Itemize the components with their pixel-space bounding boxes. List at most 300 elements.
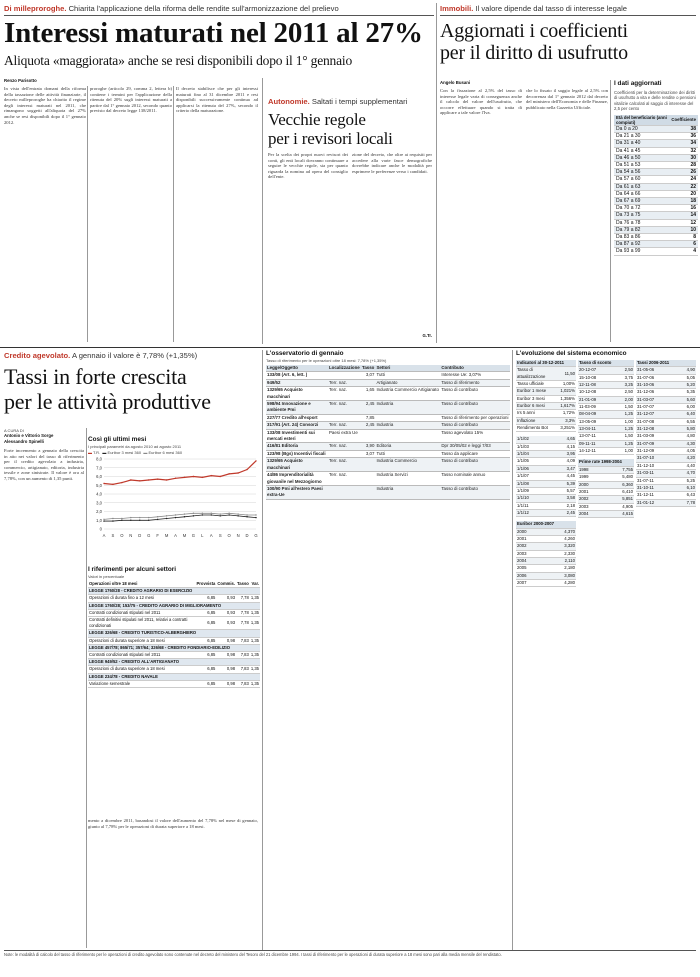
oss-law: 1329/65 Acquisto macchinari (266, 458, 328, 472)
tassi-row (636, 426, 696, 433)
sconto-row (578, 411, 634, 418)
euribor-row-label: 2006 (516, 572, 545, 579)
settori-value: 1,35 (250, 680, 259, 686)
indicator-row-value: 11,50 (559, 367, 576, 381)
oss-sector: Tutti (375, 372, 440, 379)
oss-header: Legge/Oggetto (266, 365, 328, 372)
usufrutto-row (614, 190, 698, 197)
oss-note: Tasso di contributo (440, 387, 510, 401)
credito-col2: mento a dicembre 2011, basandosi il valore dell'aumento del 7,78% nel mese di gennaio, giunto al 7,78% per le operazioni di durata superiore a 18 mesi. (88, 818, 258, 829)
oss-note: Tasso nominale annuo (440, 472, 510, 486)
sconto-header: Tasso di sconto (578, 360, 634, 367)
series-point (157, 519, 158, 520)
credito-col1: Forte incremento a gennaio della crescita in atto nei valori del tasso di riferimento per il credito agevolato a industria, commercio, artigianato, editoria, industria tessile e zone sinistrate. Il valore è ora al 7,78%, con un aumento di 1,35 punti. (4, 448, 84, 481)
oss-note: Tasso agevolato 15% (440, 429, 510, 443)
oss-loc: Terr. naz. (328, 472, 361, 486)
attualizzazione-row-label: 1/1/12 (516, 509, 550, 516)
oss-law: 1329/65 Acquisto macchinari (266, 387, 328, 401)
series-point (202, 477, 203, 478)
tassi-row-value: 5,80 (675, 426, 696, 433)
tassi-row-label: 31-12-11 (636, 492, 675, 499)
sconto-row-label: 09-11-11 (578, 440, 614, 447)
oss-sector (375, 414, 440, 421)
primerate-row-value: 4,905 (605, 503, 634, 510)
oss-note: Tasso di riferimento (440, 379, 510, 386)
series-point (228, 514, 229, 515)
oss-loc (328, 450, 361, 457)
usufrutto-coef: 22 (669, 183, 698, 190)
oss-row (266, 401, 510, 415)
settori-value: 6,85 (196, 637, 217, 644)
col-coef-header: Coefficiente (669, 115, 698, 126)
oss-law: 317/91 (Art. 24) Consorzi (266, 422, 328, 429)
usufrutto-box-intro: Coefficienti per la determinazione dei diritti di usufrutto a vita e delle rendite o pensioni vitalizie calcolati al saggio di interesse del 2,5 per cento (614, 90, 696, 112)
settori-value: 6,85 (196, 617, 217, 630)
oss-row (266, 422, 510, 429)
tassi-row-label: 31-07-11 (636, 477, 675, 484)
settori-value: 1,35 (250, 652, 259, 658)
usufrutto-coef: 24 (669, 176, 698, 183)
usufrutto-coef: 28 (669, 162, 698, 169)
euribor-row-value: 3,080 (545, 572, 577, 579)
sconto-row-value: 1,00 (614, 448, 634, 455)
settori-law-row (88, 673, 260, 680)
attualizzazione-row-label: 1/1/02 (516, 436, 550, 443)
indicator-row-label: Euribor 6 mesi (516, 403, 559, 410)
tassi-row-value: 5,60 (675, 396, 696, 403)
indicator-row (516, 367, 576, 381)
tassi-row (636, 440, 696, 447)
settori-value: 6,85 (196, 652, 217, 659)
settori-value: 6,85 (196, 595, 217, 602)
settori-value: 6,85 (196, 680, 217, 687)
usufrutto-row (614, 147, 698, 154)
settori-operation: Contratti definitivi stipulati nel 2011, relativi a contratti condizionati (88, 617, 196, 630)
series-point (148, 517, 149, 518)
y-tick-label: 2,0 (96, 509, 102, 514)
series-point (157, 478, 158, 479)
oss-rate: 7,85 (361, 414, 375, 421)
attualizzazione-row-label: 1/1/07 (516, 473, 550, 480)
series-point (130, 479, 131, 480)
sconto-row-label: 12-11-08 (578, 382, 614, 389)
usufrutto-box-title: I dati aggiornati (614, 80, 662, 87)
sconto-table (578, 360, 634, 455)
tassi-table (636, 360, 696, 507)
y-tick-label: 0 (99, 526, 102, 532)
settori-value: 7,78 (236, 595, 250, 602)
oss-law: 416/81 Editoria (266, 443, 328, 450)
indicator-row-value: 1,356% (560, 395, 575, 401)
series-point (220, 476, 221, 477)
oss-row (266, 387, 510, 401)
series-point (166, 518, 167, 519)
euribor-row (516, 565, 576, 572)
settori-value: 6,85 (196, 666, 217, 673)
sconto-row-value: 2,50 (614, 389, 634, 396)
oss-loc: Terr. naz. (328, 422, 361, 429)
euribor-header: Euribor 2000-2007 (516, 521, 576, 528)
indicator-row (516, 395, 576, 402)
series-point (255, 514, 256, 515)
indicator-row-value: 1,021% (560, 388, 575, 394)
euribor-row (516, 550, 576, 557)
tassi-row-label: 31-07-07 (636, 404, 675, 411)
primerate-row (578, 474, 634, 481)
osservatorio-table (266, 365, 510, 500)
series-point (121, 482, 122, 483)
attualizzazione-row (516, 443, 576, 450)
attualizzazione-row-value: 3,47 (550, 465, 576, 472)
autonomie-col1: Per la scelta dei propri nuovi revisori dei conti, gli enti locali dovranno continuare a seguire le vecchie regole, sia per quanto riguarda la nomina ad opera del consiglio dell'ente. (268, 152, 348, 180)
euribor-row (516, 572, 576, 579)
tassi-row-value: 4,90 (675, 367, 696, 374)
usufrutto-coef: 8 (669, 234, 698, 241)
settori-value: 7,83 (236, 637, 250, 644)
tassi-row (636, 470, 696, 477)
chart-title: Così gli ultimi mesi (88, 436, 147, 443)
attualizzazione-row (516, 480, 576, 487)
settori-law: LEGGE 1760/28; 153/75 - CREDITO AGRARIO DI MIGLIORAMENTO (88, 602, 260, 609)
oss-law: 44/86 Imprenditorialità giovanile nel Mezzogiorno (266, 472, 328, 486)
oss-row (266, 472, 510, 486)
usufrutto-coef: 32 (669, 147, 698, 154)
series-point (103, 483, 104, 484)
oss-note: Tasso di riferimento per operazioni (441, 414, 509, 420)
settori-value: 7,78 (236, 609, 250, 616)
primerate-row-label: 2004 (578, 510, 605, 517)
sconto-row (578, 374, 634, 381)
oss-rate (361, 458, 375, 472)
attualizzazione-row-label: 1/1/04 (516, 451, 550, 458)
settori-law-row (88, 630, 260, 637)
sconto-row-value: 2,50 (614, 367, 634, 374)
settori-subtitle: Valori in percentuale (88, 574, 125, 579)
x-tick-label: G (191, 533, 196, 538)
sistema-box (516, 350, 698, 950)
oss-sector: Industria (375, 485, 440, 499)
euribor-table (516, 521, 576, 587)
indicator-row-label: Tasso di attualizzazione (516, 367, 559, 381)
attualizzazione-row-value: 4,15 (550, 443, 576, 450)
oss-row (266, 485, 510, 499)
oss-row (266, 458, 510, 472)
attualizzazione-row-value: 2,18 (550, 502, 576, 509)
osservatorio-title: L'osservatorio di gennaio (266, 350, 344, 357)
sconto-row-value: 1,25 (614, 426, 634, 433)
tassi-row (636, 433, 696, 440)
usufrutto-age: Da 0 a 20 (614, 126, 669, 133)
attualizzazione-row (516, 502, 576, 509)
attualizzazione-row-label: 1/1/03 (516, 443, 550, 450)
usufrutto-row (614, 176, 698, 183)
series-point (202, 513, 203, 514)
y-tick-label: 6,0 (96, 474, 102, 479)
usufrutto-age: Da 61 a 63 (614, 183, 669, 190)
settori-law: LEGGE 326/68 - CREDITO TURISTICO-ALBERGHIERO (88, 630, 260, 637)
sconto-row-label: 20-12-07 (578, 367, 614, 374)
attualizzazione-row-value: 2,45 (550, 509, 576, 516)
oss-note: Tasso di contributo (440, 485, 510, 499)
tassi-row-label: 31-10-06 (636, 382, 675, 389)
settori-value: 7,83 (236, 666, 250, 673)
tassi-row-value: 6,55 (675, 418, 696, 425)
settori-law-row (88, 644, 260, 651)
settori-header: Var. (251, 581, 259, 586)
euribor-row-value: 2,180 (545, 565, 577, 572)
oss-law: 100/90 Pmi all'estero Paesi extra-Ue (266, 485, 328, 499)
attualizzazione-table (516, 436, 576, 517)
settori-law-row (88, 659, 260, 666)
settori-operation: Contratti condizionati stipulati nel 2011 (88, 609, 196, 616)
usufrutto-row (614, 154, 698, 161)
series-point (184, 477, 185, 478)
usufrutto-row (614, 219, 698, 226)
oss-sector: Editoria (375, 443, 440, 450)
x-tick-label: L (201, 533, 204, 538)
attualizzazione-row-value: 3,95 (550, 451, 576, 458)
x-tick-label: A (102, 533, 106, 538)
settori-law-row (88, 588, 260, 595)
oss-rate: 2,45 (361, 401, 375, 415)
attualizzazione-row-value: 5,39 (550, 480, 576, 487)
primerate-row-label: 2000 (578, 481, 605, 488)
usufrutto-row (614, 248, 698, 255)
attualizzazione-row (516, 487, 576, 494)
euribor-row (516, 557, 576, 564)
oss-rate (361, 472, 375, 486)
attualizzazione-row (516, 509, 576, 516)
sistema-title: L'evoluzione del sistema economico (516, 350, 627, 357)
tassi-row-label: 31-05-06 (636, 367, 675, 374)
settori-row (88, 595, 260, 602)
primerate-row-label: 1999 (578, 474, 605, 481)
usufrutto-row (614, 169, 698, 176)
tassi-header: Tassi 2006-2011 (636, 360, 696, 367)
y-tick-label: 3,0 (96, 500, 102, 506)
usufrutto-age: Da 51 a 53 (614, 162, 669, 169)
sconto-row (578, 418, 634, 425)
series-point (139, 520, 140, 521)
x-tick-label: O (227, 533, 231, 538)
oss-header: Localizzazione (329, 365, 360, 370)
tassi-row-value: 4,20 (675, 455, 696, 462)
usufrutto-row (614, 133, 698, 140)
primerate-row (578, 503, 634, 510)
attualizzazione-row-label: 1/1/10 (516, 495, 550, 502)
series-line-3 (104, 513, 256, 519)
x-tick-label: F (156, 533, 159, 538)
primerate-row (578, 510, 634, 517)
settori-value: 1,35 (250, 666, 259, 672)
usufrutto-coef: 30 (669, 154, 698, 161)
sconto-row (578, 382, 634, 389)
tassi-row-label: 31-12-08 (636, 426, 675, 433)
oss-sector: Industria Commercio (375, 458, 440, 472)
usufrutto-coef: 16 (669, 205, 698, 212)
primerate-row-label: 2002 (578, 496, 605, 503)
series-point (175, 478, 176, 479)
sconto-row-value: 1,50 (614, 433, 634, 440)
series-point (220, 515, 221, 516)
oss-rate: 1,65 (361, 387, 375, 401)
settori-row (88, 652, 260, 659)
usufrutto-coef: 38 (669, 126, 698, 133)
oss-sector: Industria (375, 401, 440, 415)
oss-row (266, 379, 510, 386)
series-point (228, 513, 229, 514)
attualizzazione-row-value: 3,58 (550, 495, 576, 502)
tassi-row (636, 499, 696, 506)
top-subhead: Aliquota «maggiorata» anche se resi disponibili dopo il 1° gennaio (4, 53, 352, 68)
primerate-row-value: 7,755 (605, 466, 634, 473)
tassi-row (636, 411, 696, 418)
osservatorio-box (266, 350, 510, 948)
y-tick-label: 7,0 (96, 465, 102, 471)
sconto-row (578, 433, 634, 440)
usufrutto-coef: 36 (669, 133, 698, 140)
euribor-row (516, 579, 576, 586)
euribor-row-label: 2005 (516, 565, 545, 572)
settori-row (88, 666, 260, 673)
settori-row (88, 680, 260, 687)
tassi-row-label: 31-12-10 (636, 462, 675, 469)
usufrutto-row (614, 198, 698, 205)
oss-note: Tasso di contributo (440, 422, 510, 429)
oss-loc: Terr. naz. (328, 401, 361, 415)
usufrutto-row (614, 126, 698, 133)
attualizzazione-row (516, 465, 576, 472)
tassi-row-value: 4,40 (675, 462, 696, 469)
series-point (157, 516, 158, 517)
settori-value: 0,98 (216, 652, 236, 659)
oss-sector: Industria (375, 422, 440, 429)
series-point (193, 513, 194, 514)
tassi-row (636, 367, 696, 374)
oss-rate (361, 429, 375, 443)
col-age-header: Età del beneficiario (anni compiuti) (614, 115, 669, 126)
chart-legend: ▬ T.R. ▬ Euribor 3 mesi 360 ▬ Euribor 6 mesi 360 (88, 450, 183, 455)
oss-header: Tasso (361, 365, 375, 370)
euribor-row-label: 2001 (516, 535, 545, 542)
series-point (112, 520, 113, 521)
oss-header: Settori (375, 365, 440, 372)
settori-value: 6,85 (196, 609, 217, 616)
euribor-row (516, 528, 576, 535)
sconto-row-value: 1,25 (614, 440, 634, 447)
y-tick-label: 1,0 (96, 517, 102, 523)
indicator-row-value: 1,617% (560, 403, 575, 409)
primerate-row (578, 488, 634, 495)
series-point (112, 518, 113, 519)
settori-law: LEGGE 1760/28 - CREDITO AGRARIO DI ESERCIZIO (88, 588, 260, 595)
tassi-row-value: 4,80 (675, 433, 696, 440)
x-tick-label: N (129, 533, 133, 538)
oss-sector: Artigianato (375, 379, 440, 386)
usufrutto-table (614, 115, 698, 256)
tassi-row-value: 6,00 (675, 404, 696, 411)
usufrutto-age: Da 41 a 45 (614, 147, 669, 154)
tassi-row-label: 31-10-11 (636, 484, 675, 491)
oss-rate: 3,07 (361, 372, 375, 379)
sconto-row (578, 396, 634, 403)
tassi-row-label: 31-03-09 (636, 433, 675, 440)
oss-law: 227/77 Credito all'export (266, 414, 328, 421)
indicator-row (516, 388, 576, 395)
tassi-row-label: 31-12-07 (636, 411, 675, 418)
x-tick-label: S (218, 533, 222, 538)
attualizzazione-row (516, 451, 576, 458)
sconto-row-value: 1,00 (614, 418, 634, 425)
sconto-row-label: 21-01-09 (578, 396, 614, 403)
usufrutto-age: Da 73 a 75 (614, 212, 669, 219)
tassi-row-label: 31-12-06 (636, 389, 675, 396)
indicator-row-label: Tasso ufficiale (516, 381, 559, 388)
tassi-row-value: 6,40 (675, 411, 696, 418)
tassi-row (636, 418, 696, 425)
indicator-row-label: Rendimento Bot (516, 425, 559, 432)
usufrutto-coef: 34 (669, 140, 698, 147)
series-point (246, 516, 247, 517)
series-point (246, 514, 247, 515)
attualizzazione-row (516, 436, 576, 443)
usufrutto-coef: 4 (669, 248, 698, 255)
tassi-row-label: 31-01-12 (636, 499, 675, 506)
settori-value: 1,35 (250, 637, 259, 643)
oss-sector: Tutti (375, 450, 440, 457)
series-point (148, 479, 149, 480)
settori-value: 7,83 (236, 652, 250, 659)
tassi-row (636, 382, 696, 389)
tassi-row-label: 31-07-08 (636, 418, 675, 425)
sconto-row-value: 1,25 (614, 411, 634, 418)
usufrutto-coef: 12 (669, 219, 698, 226)
euribor-row-value: 3,320 (545, 543, 577, 550)
tassi-row-value: 6,43 (675, 492, 696, 499)
sconto-row (578, 440, 634, 447)
attualizzazione-row-label: 1/1/09 (516, 487, 550, 494)
series-point (166, 479, 167, 480)
oss-note: Tasso di contributo (440, 401, 510, 415)
settori-value: 7,78 (236, 617, 250, 630)
settori-table (88, 581, 260, 688)
tassi-row-value: 4,70 (675, 470, 696, 477)
attualizzazione-row-value: 5,57 (550, 487, 576, 494)
tassi-row-label: 31-07-09 (636, 440, 675, 447)
settori-header: Tasso (237, 581, 249, 586)
osservatorio-subtitle: Tasso di riferimento per le operazioni oltre 18 mesi: 7,78% (+1,35%) (266, 358, 387, 363)
settori-value: 1,35 (250, 609, 259, 615)
tassi-row-label: 31-07-06 (636, 374, 675, 381)
immobili-byline: Angelo Busani (440, 80, 471, 85)
sconto-row-value: 2,00 (614, 396, 634, 403)
attualizzazione-row-label: 1/1/08 (516, 480, 550, 487)
y-tick-label: 4,0 (96, 491, 102, 497)
oss-rate: 3,90 (361, 443, 375, 450)
series-point (121, 518, 122, 519)
indicator-row-value: 1,72% (559, 410, 576, 417)
top-headline: Interessi maturati nel 2011 al 27% (4, 17, 423, 49)
tassi-row-value: 4,30 (675, 440, 696, 447)
oss-sector: Industria Servizi (375, 472, 440, 486)
series-point (184, 516, 185, 517)
x-tick-label: N (236, 533, 240, 538)
y-tick-label: 5,0 (96, 482, 102, 488)
primerate-row-label: 2001 (578, 488, 605, 495)
series-point (255, 460, 256, 461)
usufrutto-coef: 14 (669, 212, 698, 219)
oss-loc: Terr. naz. (328, 458, 361, 472)
